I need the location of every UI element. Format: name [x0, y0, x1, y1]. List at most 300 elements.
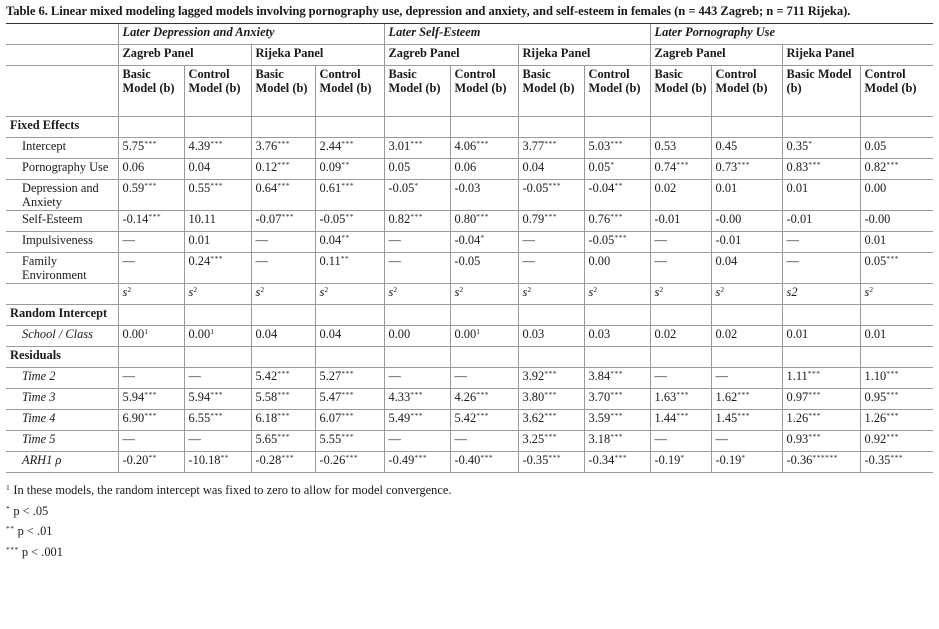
significance-marker: ***	[544, 369, 557, 378]
table-cell	[118, 389, 184, 410]
panel-heading: Zagreb Panel	[384, 45, 518, 66]
table-cell	[315, 180, 384, 211]
section-heading: Fixed Effects	[6, 117, 118, 138]
row-label: Depression and Anxiety	[6, 180, 118, 211]
footnote-text: In these models, the random intercept was fixed to zero to allow for model convergence.	[10, 483, 452, 497]
table-cell	[584, 180, 650, 211]
significance-marker: ***	[808, 160, 821, 169]
table-cell	[184, 368, 251, 389]
table-cell	[384, 431, 450, 452]
significance-marker: ***	[210, 181, 223, 190]
cell-value: 6.90	[122, 411, 145, 425]
table-cell	[118, 326, 184, 347]
footnote-text: p < .001	[18, 544, 63, 559]
empty-cell	[650, 117, 711, 138]
cell-value: 1.44	[654, 411, 677, 425]
significance-marker: ***	[476, 212, 489, 221]
table-cell	[518, 284, 584, 305]
table-cell	[860, 284, 933, 305]
table-cell	[184, 211, 251, 232]
table-cell	[315, 232, 384, 253]
table-cell	[711, 284, 782, 305]
table-cell	[384, 452, 450, 473]
significance-marker: ***	[210, 411, 223, 420]
significance-marker: **	[341, 160, 350, 169]
cell-value: 0.04	[319, 233, 342, 247]
table-cell	[118, 253, 184, 284]
empty-cell	[584, 305, 650, 326]
cell-value: 0.73	[715, 160, 738, 174]
cell-value: —	[388, 432, 401, 446]
significance-marker: ***	[676, 160, 689, 169]
cell-value: -0.28	[255, 453, 282, 467]
empty-cell	[315, 305, 384, 326]
cell-value: 2.44	[319, 139, 342, 153]
significance-marker: ***	[414, 453, 428, 462]
significance-marker: ***	[737, 411, 750, 420]
model-heading: Control Model (b)	[315, 66, 384, 117]
table-cell	[251, 452, 315, 473]
empty-cell	[184, 117, 251, 138]
significance-marker: ***	[277, 181, 290, 190]
table-cell	[860, 326, 933, 347]
significance-marker: ***	[890, 453, 904, 462]
significance-marker: *	[680, 453, 685, 462]
cell-value: s	[522, 285, 528, 299]
cell-value: 5.03	[588, 139, 611, 153]
cell-value: 6.55	[188, 411, 211, 425]
table-cell	[860, 368, 933, 389]
table-cell	[315, 211, 384, 232]
row-label: Time 4	[6, 410, 118, 431]
cell-value: 1.10	[864, 369, 887, 383]
significance-marker: 2	[260, 285, 265, 294]
table-cell	[384, 211, 450, 232]
cell-value: 1.45	[715, 411, 738, 425]
cell-value: -0.05	[388, 181, 415, 195]
table-cell	[860, 431, 933, 452]
significance-marker: **	[341, 233, 350, 242]
significance-marker: 2	[393, 285, 398, 294]
table-cell	[711, 410, 782, 431]
cell-value: 3.84	[588, 369, 611, 383]
significance-marker: ***	[610, 432, 623, 441]
cell-value: -0.07	[255, 212, 282, 226]
table-cell	[315, 326, 384, 347]
table-cell	[711, 368, 782, 389]
empty-cell	[782, 305, 860, 326]
empty-cell	[118, 117, 184, 138]
table-cell	[450, 211, 518, 232]
cell-value: 3.01	[388, 139, 411, 153]
table-cell	[650, 452, 711, 473]
significance-marker: 1	[476, 327, 481, 336]
empty-cell	[450, 347, 518, 368]
cell-value: 3.59	[588, 411, 611, 425]
cell-value: 5.42	[255, 369, 278, 383]
cell-value: -0.00	[715, 212, 742, 226]
cell-value: —	[786, 233, 799, 247]
table-cell	[118, 232, 184, 253]
table-cell	[860, 138, 933, 159]
cell-value: —	[122, 369, 135, 383]
cell-value: —	[654, 432, 667, 446]
cell-value: —	[255, 254, 268, 268]
table-cell	[782, 326, 860, 347]
significance-marker: ***	[277, 390, 290, 399]
cell-value: 0.74	[654, 160, 677, 174]
significance-marker: ***	[281, 212, 295, 221]
significance-marker: ***	[808, 390, 821, 399]
cell-value: 0.04	[522, 160, 545, 174]
cell-value: 0.05	[588, 160, 611, 174]
table-cell	[384, 180, 450, 211]
cell-value: —	[255, 233, 268, 247]
empty-cell	[518, 347, 584, 368]
model-heading: Basic Model (b)	[118, 66, 184, 117]
table-cell	[251, 284, 315, 305]
cell-value: 1.62	[715, 390, 738, 404]
cell-value: 0.01	[715, 181, 738, 195]
significance-marker: **	[340, 254, 350, 263]
significance-marker: ***	[614, 233, 628, 242]
cell-value: 5.47	[319, 390, 342, 404]
table-cell	[384, 368, 450, 389]
table-cell	[782, 138, 860, 159]
model-heading: Control Model (b)	[711, 66, 782, 117]
table-cell	[860, 389, 933, 410]
cell-value: 0.24	[188, 254, 211, 268]
table-cell	[584, 138, 650, 159]
table-cell	[184, 138, 251, 159]
cell-value: -0.35	[522, 453, 549, 467]
significance-marker: 2	[127, 285, 132, 294]
cell-value: 0.09	[319, 160, 342, 174]
cell-value: 1.26	[864, 411, 887, 425]
table-cell	[251, 159, 315, 180]
empty-cell	[711, 347, 782, 368]
cell-value: -0.01	[786, 212, 813, 226]
cell-value: —	[786, 254, 799, 268]
row-label: School / Class	[6, 326, 118, 347]
significance-marker: ******	[812, 453, 838, 462]
cell-value: 0.00	[122, 327, 145, 341]
significance-marker: **	[614, 181, 623, 190]
cell-value: 0.93	[786, 432, 809, 446]
table-cell	[650, 180, 711, 211]
table-cell	[711, 326, 782, 347]
significance-marker: *	[610, 160, 615, 169]
row-label: Time 5	[6, 431, 118, 452]
table-cell	[860, 159, 933, 180]
cell-value: 10.11	[188, 212, 216, 226]
footnote-text: p < .05	[10, 503, 49, 518]
significance-marker: ***	[277, 369, 290, 378]
empty-cell	[584, 117, 650, 138]
table-cell	[711, 211, 782, 232]
cell-value: 1.63	[654, 390, 677, 404]
significance-marker: 2	[869, 285, 874, 294]
significance-marker: ***	[476, 411, 489, 420]
row-label: Intercept	[6, 138, 118, 159]
table-cell	[384, 232, 450, 253]
table-footnotes	[6, 480, 933, 562]
significance-marker: 2	[459, 285, 464, 294]
table-cell	[118, 211, 184, 232]
cell-value: 5.94	[188, 390, 211, 404]
cell-value: 0.82	[864, 160, 887, 174]
table-cell	[782, 410, 860, 431]
cell-value: 3.76	[255, 139, 278, 153]
table-cell	[450, 232, 518, 253]
empty-cell	[315, 347, 384, 368]
cell-value: -0.19	[715, 453, 742, 467]
significance-marker: ***	[341, 390, 354, 399]
table-cell	[650, 410, 711, 431]
table-caption: Table 6. Linear mixed modeling lagged models involving pornography use, depression and anxiety, and self-esteem in females (n = 443 Zagreb; n = 711 Rijeka).	[6, 4, 851, 18]
cell-value: -0.26	[319, 453, 346, 467]
cell-value: 4.06	[454, 139, 477, 153]
empty-cell	[315, 117, 384, 138]
cell-value: —	[122, 432, 135, 446]
cell-value: —	[188, 369, 201, 383]
table-cell	[251, 180, 315, 211]
table-cell	[650, 232, 711, 253]
significance-marker: 2	[527, 285, 532, 294]
model-heading: Control Model (b)	[184, 66, 251, 117]
cell-value: 4.33	[388, 390, 411, 404]
cell-value: —	[388, 254, 401, 268]
cell-value: 0.03	[588, 327, 611, 341]
empty-cell	[184, 305, 251, 326]
significance-marker: ***	[886, 411, 899, 420]
table-cell	[518, 410, 584, 431]
table-cell	[584, 431, 650, 452]
table-cell	[184, 410, 251, 431]
cell-value: s	[454, 285, 460, 299]
table-cell	[450, 253, 518, 284]
cell-value: 0.35	[786, 139, 809, 153]
table-cell	[184, 326, 251, 347]
cell-value: —	[715, 432, 728, 446]
row-label	[6, 284, 118, 305]
cell-value: 0.05	[864, 254, 887, 268]
cell-value: 3.18	[588, 432, 611, 446]
section-heading: Random Intercept	[6, 305, 118, 326]
header-stub	[6, 66, 118, 117]
significance-marker: ***	[148, 212, 162, 221]
table-cell	[251, 368, 315, 389]
table-cell	[384, 253, 450, 284]
row-label: Self-Esteem	[6, 211, 118, 232]
cell-value: —	[188, 432, 201, 446]
table-cell	[118, 284, 184, 305]
significance-marker: ***	[410, 390, 423, 399]
significance-marker: *	[808, 139, 813, 148]
empty-cell	[711, 117, 782, 138]
cell-value: 0.45	[715, 139, 738, 153]
empty-cell	[384, 347, 450, 368]
table-cell	[315, 452, 384, 473]
cell-value: 0.00	[864, 181, 887, 195]
outcome-heading: Later Pornography Use	[650, 24, 933, 45]
table-cell	[650, 253, 711, 284]
significance-marker: ***	[476, 390, 489, 399]
empty-cell	[782, 117, 860, 138]
table-cell	[118, 159, 184, 180]
model-heading: Basic Model (b)	[518, 66, 584, 117]
table-cell	[782, 180, 860, 211]
table-cell	[450, 159, 518, 180]
table-cell	[450, 326, 518, 347]
cell-value: 5.27	[319, 369, 342, 383]
cell-value: 0.80	[454, 212, 477, 226]
cell-value: -0.35	[864, 453, 891, 467]
table-cell	[518, 232, 584, 253]
cell-value: -0.40	[454, 453, 481, 467]
table-cell	[584, 389, 650, 410]
significance-marker: ***	[807, 369, 821, 378]
empty-cell	[450, 305, 518, 326]
table-cell	[650, 389, 711, 410]
table-cell	[518, 389, 584, 410]
cell-value: 0.82	[388, 212, 411, 226]
table-cell	[711, 180, 782, 211]
footnote-text: p < .01	[14, 524, 53, 538]
cell-value: 1.11	[786, 369, 808, 383]
significance-marker: 1	[210, 327, 215, 336]
cell-value: s	[388, 285, 394, 299]
panel-heading: Zagreb Panel	[650, 45, 782, 66]
table-cell	[251, 326, 315, 347]
table-cell	[860, 180, 933, 211]
table-cell	[315, 410, 384, 431]
significance-marker: ***	[341, 369, 354, 378]
cell-value: 0.01	[864, 233, 887, 247]
cell-value: 0.02	[715, 327, 738, 341]
table-cell	[315, 431, 384, 452]
significance-marker: ***	[144, 411, 157, 420]
cell-value: 0.01	[786, 181, 809, 195]
empty-cell	[384, 117, 450, 138]
significance-marker: 2	[659, 285, 664, 294]
significance-marker: ***	[544, 390, 557, 399]
significance-marker: ***	[345, 453, 359, 462]
table-cell	[860, 452, 933, 473]
cell-value: 6.07	[319, 411, 342, 425]
row-label: Family Environment	[6, 253, 118, 284]
footnote-mark: ***	[6, 544, 19, 554]
cell-value: s	[255, 285, 261, 299]
cell-value: -0.34	[588, 453, 615, 467]
cell-value: 0.61	[319, 181, 342, 195]
cell-value: 0.02	[654, 327, 677, 341]
cell-value: 5.75	[122, 139, 145, 153]
empty-cell	[118, 305, 184, 326]
table-cell	[860, 211, 933, 232]
empty-cell	[650, 347, 711, 368]
table-cell	[782, 284, 860, 305]
significance-marker: 2	[720, 285, 725, 294]
significance-marker: ***	[144, 181, 157, 190]
table-cell	[518, 368, 584, 389]
table-cell	[450, 138, 518, 159]
significance-marker: ***	[410, 411, 423, 420]
cell-value: 0.04	[188, 160, 211, 174]
cell-value: 5.49	[388, 411, 411, 425]
table-cell	[384, 389, 450, 410]
table-cell	[518, 211, 584, 232]
significance-marker: ***	[610, 139, 623, 148]
cell-value: 0.00	[388, 327, 411, 341]
cell-value: 0.01	[786, 327, 809, 341]
panel-heading: Rijeka Panel	[518, 45, 650, 66]
cell-value: 0.06	[122, 160, 145, 174]
cell-value: —	[654, 233, 667, 247]
table-cell	[650, 326, 711, 347]
table-cell	[782, 389, 860, 410]
cell-value: 0.53	[654, 139, 677, 153]
table-cell	[251, 232, 315, 253]
table-cell	[384, 159, 450, 180]
table-cell	[584, 452, 650, 473]
significance-marker: ***	[410, 139, 423, 148]
table-cell	[782, 431, 860, 452]
cell-value: —	[715, 369, 728, 383]
significance-marker: *	[480, 233, 485, 242]
cell-value: -0.14	[122, 212, 149, 226]
cell-value: 5.42	[454, 411, 477, 425]
footnote	[6, 542, 933, 563]
table-cell	[184, 159, 251, 180]
table-cell	[251, 410, 315, 431]
significance-marker: ***	[808, 432, 821, 441]
significance-marker: ***	[886, 432, 899, 441]
table-cell	[450, 284, 518, 305]
cell-value: 4.26	[454, 390, 477, 404]
row-label: Time 2	[6, 368, 118, 389]
table-cell	[518, 180, 584, 211]
cell-value: s	[122, 285, 128, 299]
significance-marker: ***	[886, 160, 899, 169]
empty-cell	[518, 117, 584, 138]
table-cell	[860, 410, 933, 431]
significance-marker: ***	[886, 369, 899, 378]
empty-cell	[450, 117, 518, 138]
cell-value: -0.05	[319, 212, 346, 226]
header-stub	[6, 24, 118, 45]
table-cell	[251, 138, 315, 159]
significance-marker: ***	[544, 139, 557, 148]
table-cell	[782, 253, 860, 284]
cell-value: 0.55	[188, 181, 211, 195]
table-cell	[650, 211, 711, 232]
cell-value: -0.49	[388, 453, 415, 467]
section-heading: Residuals	[6, 347, 118, 368]
significance-marker: ***	[610, 212, 623, 221]
model-heading: Control Model (b)	[450, 66, 518, 117]
table-cell	[518, 431, 584, 452]
empty-cell	[860, 347, 933, 368]
significance-marker: ***	[737, 390, 750, 399]
cell-value: s	[864, 285, 870, 299]
cell-value: 0.95	[864, 390, 887, 404]
cell-value: 0.11	[319, 254, 341, 268]
table-cell	[584, 232, 650, 253]
footnote-mark: **	[6, 524, 15, 533]
empty-cell	[650, 305, 711, 326]
table-cell	[584, 284, 650, 305]
